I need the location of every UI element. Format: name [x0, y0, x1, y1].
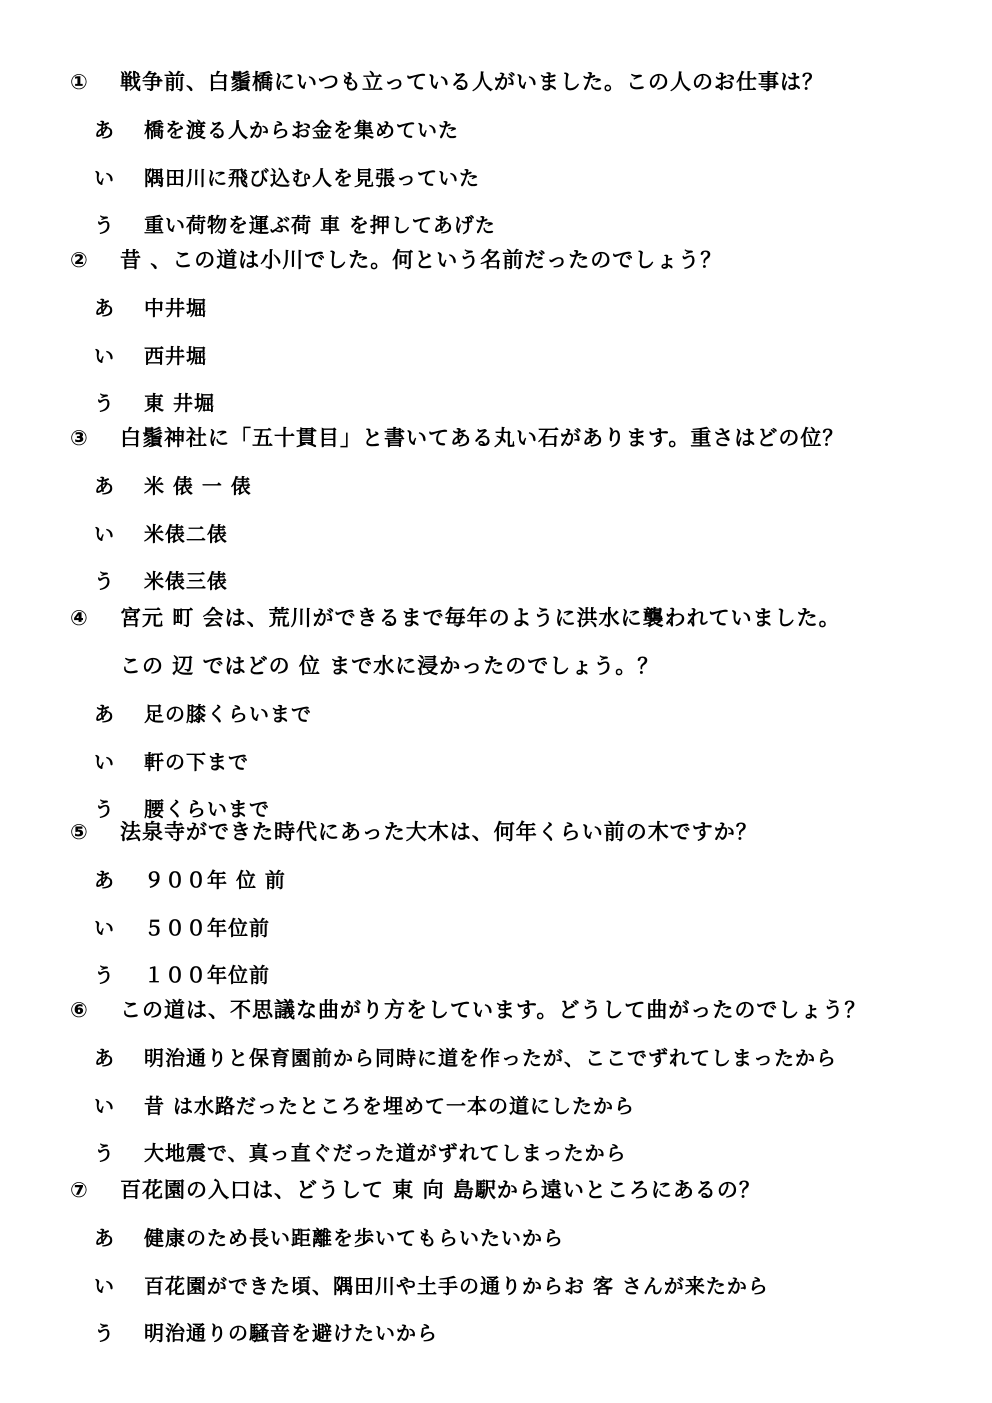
question-line: [70, 982, 950, 1030]
question-number: ①: [70, 70, 89, 94]
choice-key: う: [94, 797, 115, 821]
question-number: ③: [70, 426, 89, 450]
choice-key: あ: [94, 702, 115, 726]
question-line: [70, 590, 950, 638]
choice-text: ９００年 位 前: [144, 868, 286, 892]
question-number: ⑦: [70, 1178, 89, 1202]
question-3: [70, 410, 950, 601]
choice-text: 重い荷物を運ぶ荷 車 を押してあげた: [144, 213, 496, 237]
choice-key: い: [94, 749, 115, 774]
choice-u: [70, 1305, 950, 1353]
choice-text: 百花園ができた頃、隅田川や土手の通りからお 客 さんが来たから: [144, 1273, 769, 1298]
choice-text: 米俵三俵: [144, 569, 228, 593]
choice-key: い: [94, 915, 115, 940]
question-number: ⑤: [70, 820, 89, 844]
choice-text: 西井堀: [144, 343, 207, 368]
choice-text: 橋を渡る人からお金を集めていた: [144, 118, 459, 142]
choice-text: １００年位前: [144, 963, 270, 987]
question-7: [70, 1162, 950, 1353]
choice-key: あ: [94, 1226, 115, 1250]
choice-i: [70, 734, 950, 782]
question-text: 宮元 町 会は、荒川ができるまで毎年のように洪水に襲われていました。: [120, 606, 841, 630]
choice-text: 健康のため長い距離を歩いてもらいたいから: [144, 1226, 564, 1250]
choice-key: い: [94, 343, 115, 368]
choice-i: [70, 1078, 950, 1126]
choice-i: [70, 150, 950, 198]
question-number: ②: [70, 248, 89, 272]
question-line-continued: [70, 638, 950, 686]
choice-key: あ: [94, 474, 115, 498]
choice-text: 中井堀: [144, 296, 207, 320]
choice-key: う: [94, 391, 115, 415]
question-6: [70, 982, 950, 1173]
choice-key: あ: [94, 1046, 115, 1070]
choice-key: い: [94, 165, 115, 190]
choice-i: [70, 328, 950, 376]
choice-text: 米俵二俵: [144, 521, 228, 546]
question-2: [70, 232, 950, 423]
choice-text: 明治通りと保育園前から同時に道を作ったが、ここでずれてしまったから: [144, 1046, 837, 1070]
choice-key: あ: [94, 118, 115, 142]
choice-text: 腰くらいまで: [144, 797, 270, 821]
question-text: 百花園の入口は、どうして 東 向 島駅から遠いところにあるの？: [120, 1178, 761, 1202]
question-line: [70, 54, 950, 102]
choice-key: う: [94, 569, 115, 593]
choice-i: [70, 900, 950, 948]
question-number: ④: [70, 606, 89, 630]
question-number: ⑥: [70, 998, 89, 1022]
choice-a: [70, 458, 950, 506]
choice-text: 昔 は水路だったところを埋めて一本の道にしたから: [144, 1093, 635, 1118]
choice-a: [70, 1030, 950, 1078]
choice-i: [70, 1258, 950, 1306]
choice-text: 明治通りの騒音を避けたいから: [144, 1321, 438, 1345]
choice-text: ５００年位前: [144, 915, 270, 940]
choice-text: 東 井堀: [144, 391, 215, 415]
choice-a: [70, 852, 950, 900]
question-text: 白鬚神社に「五十貫目」と書いてある丸い石があります。重さはどの位？: [120, 426, 845, 450]
choice-key: う: [94, 963, 115, 987]
choice-key: あ: [94, 296, 115, 320]
question-1: [70, 54, 950, 245]
question-text: 戦争前、白鬚橋にいつも立っている人がいました。この人のお仕事は？: [120, 70, 824, 94]
choice-text: 軒の下まで: [144, 749, 249, 774]
question-line: [70, 232, 950, 280]
question-line: [70, 410, 950, 458]
question-text: 昔 、この道は小川でした。何という名前だったのでしょう？: [120, 248, 723, 272]
choice-key: い: [94, 521, 115, 546]
choice-key: い: [94, 1273, 115, 1298]
question-4: [70, 590, 950, 829]
question-line: [70, 804, 950, 852]
choice-text: 大地震で、真っ直ぐだった道がずれてしまったから: [144, 1141, 627, 1165]
choice-a: [70, 102, 950, 150]
choice-a: [70, 686, 950, 734]
choice-a: [70, 1210, 950, 1258]
choice-text: 足の膝くらいまで: [144, 702, 312, 726]
question-text: 法泉寺ができた時代にあった大木は、何年くらい前の木ですか？: [120, 820, 758, 844]
choice-a: [70, 280, 950, 328]
choice-text: 米 俵 一 俵: [144, 474, 252, 498]
choice-key: あ: [94, 868, 115, 892]
question-text: この道は、不思議な曲がり方をしています。どうして曲がったのでしょう？: [120, 998, 867, 1022]
question-line: [70, 1162, 950, 1210]
choice-key: い: [94, 1093, 115, 1118]
question-5: [70, 804, 950, 995]
question-text: この 辺 ではどの 位 まで水に浸かったのでしょう。？: [120, 654, 660, 678]
choice-key: う: [94, 1141, 115, 1165]
choice-text: 隅田川に飛び込む人を見張っていた: [144, 165, 480, 190]
choice-key: う: [94, 1321, 115, 1345]
choice-key: う: [94, 213, 115, 237]
choice-i: [70, 506, 950, 554]
